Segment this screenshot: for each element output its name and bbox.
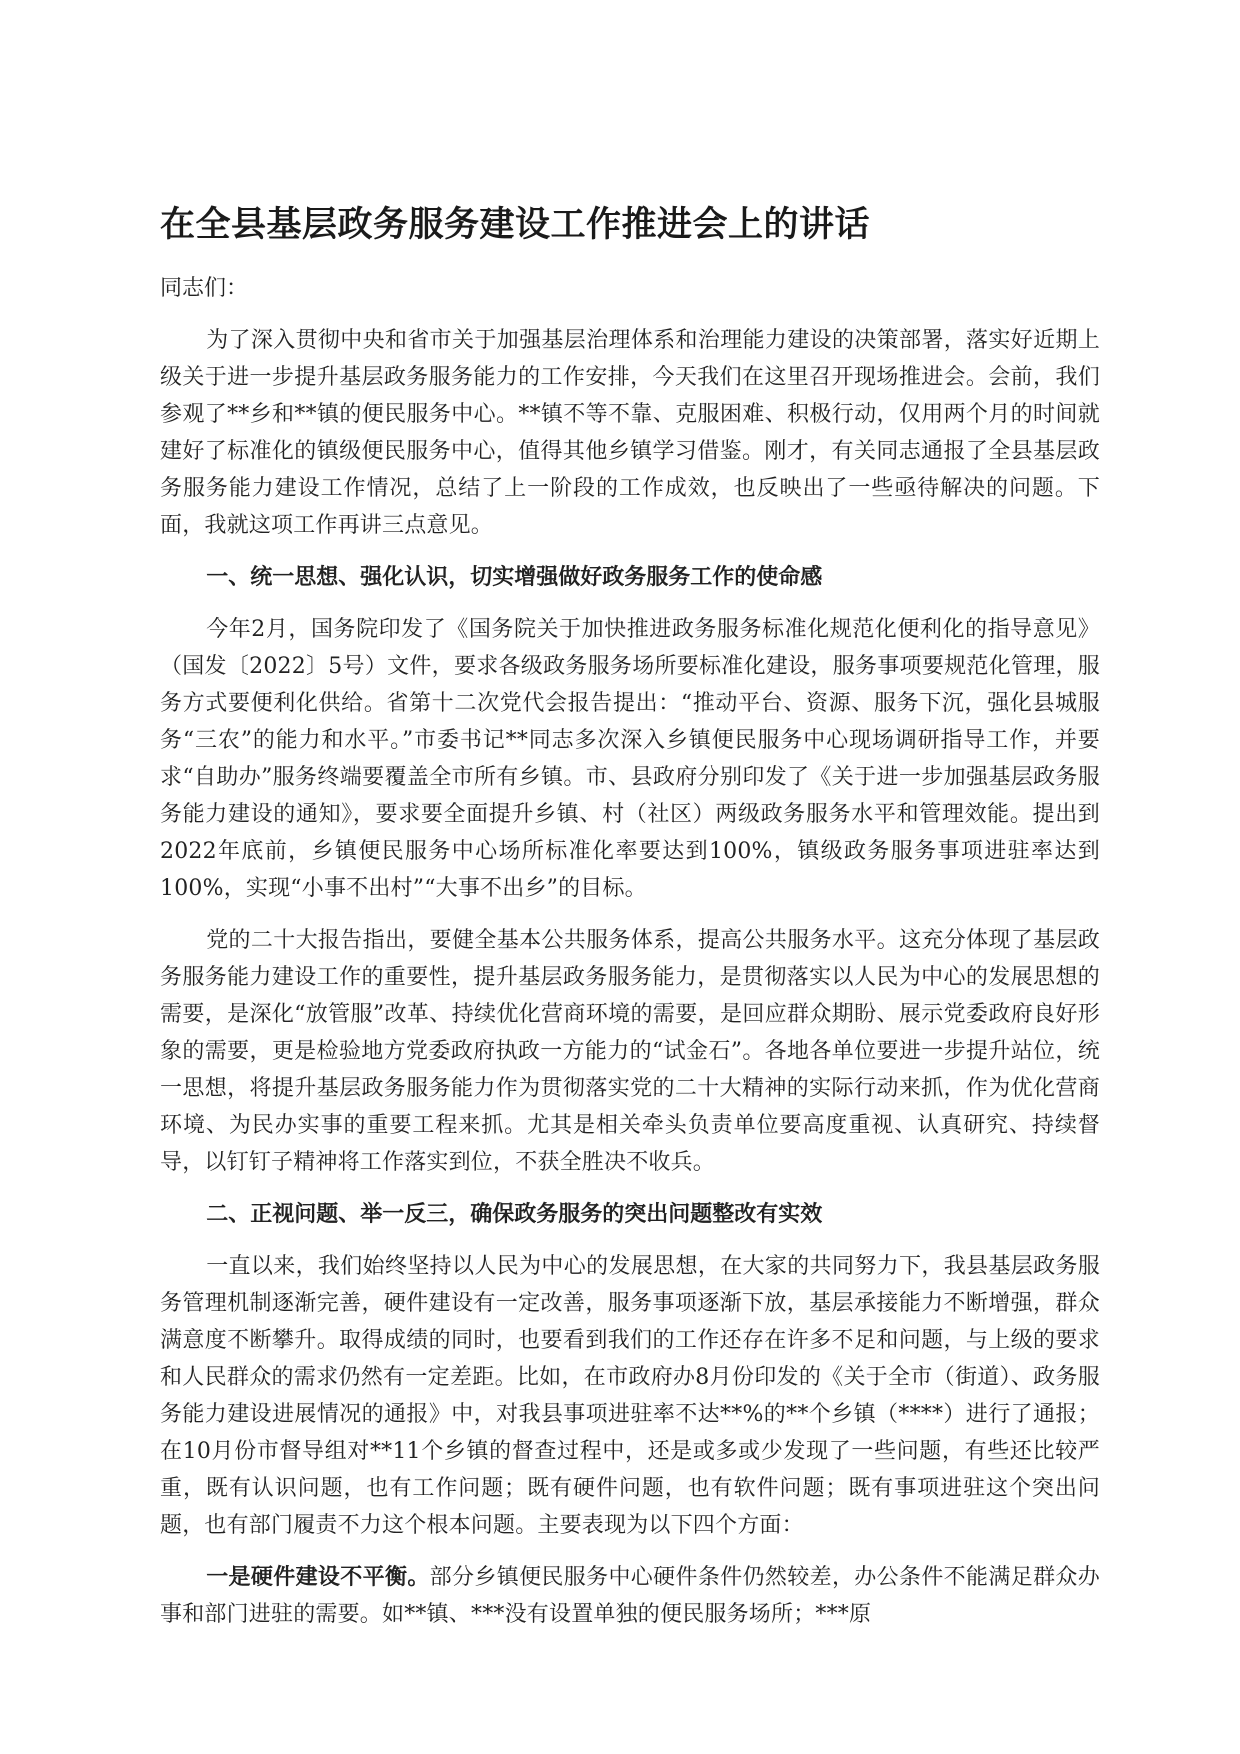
document-page xyxy=(160,0,1100,1754)
point-1-text: 部分乡镇便民服务中心硬件条件仍然较差，办公条件不能满足群众办事和部门进驻的需要。如**镇、***没有设置单独的便民服务场所；***原 xyxy=(160,1565,1100,1627)
section-2-heading: 二、正视问题、举一反三，确保政务服务的突出问题整改有实效 xyxy=(206,1202,823,1227)
section-1-paragraph-1: 今年2月，国务院印发了《国务院关于加快推进政务服务标准化规范化便利化的指导意见》（国发〔2022〕5号）文件，要求各级政务服务场所要标准化建设，服务事项要规范化管理，服务方式要便利化供给。省第十二次党代会报告提出：“推动平台、资源、服务下沉，强化县城服务“三农”的能力和水平。”市委书记**同志多次深入乡镇便民服务中心现场调研指导工作，并要求“自助办”服务终端要覆盖全市所有乡镇。市、县政府分别印发了《关于进一步加强基层政务服务能力建设的通知》，要求要全面提升乡镇、村（社区）两级政务服务水平和管理效能。提出到2022年底前，乡镇便民服务中心场所标准化率要达到100%，镇级政务服务事项进驻率达到100%，实现“小事不出村”“大事不出乡”的目标。 xyxy=(160,617,1100,901)
section-2-paragraph-1: 一直以来，我们始终坚持以人民为中心的发展思想，在大家的共同努力下，我县基层政务服务管理机制逐渐完善，硬件建设有一定改善，服务事项逐渐下放，基层承接能力不断增强，群众满意度不断攀升。取得成绩的同时，也要看到我们的工作还存在许多不足和问题，与上级的要求和人民群众的需求仍然有一定差距。比如，在市政府办8月份印发的《关于全市（街道）、政务服务能力建设进展情况的通报》中，对我县事项进驻率不达**%的**个乡镇（****）进行了通报；在10月份市督导组对**11个乡镇的督查过程中，还是或多或少发现了一些问题，有些还比较严重，既有认识问题，也有工作问题；既有硬件问题，也有软件问题；既有事项进驻这个突出问题，也有部门履责不力这个根本问题。主要表现为以下四个方面： xyxy=(160,1254,1100,1538)
document-body xyxy=(160,322,1100,1648)
salutation: 同志们： xyxy=(160,276,249,301)
section-2-point-1 xyxy=(160,1559,1100,1633)
section-1-heading: 一、统一思想、强化认识，切实增强做好政务服务工作的使命感 xyxy=(206,565,823,590)
document-title: 在全县基层政务服务建设工作推进会上的讲话 xyxy=(160,205,871,245)
section-1-paragraph-2: 党的二十大报告指出，要健全基本公共服务体系，提高公共服务水平。这充分体现了基层政务服务能力建设工作的重要性，提升基层政务服务能力，是贯彻落实以人民为中心的发展思想的需要，是深化“放管服”改革、持续优化营商环境的需要，是回应群众期盼、展示党委政府良好形象的需要，更是检验地方党委政府执政一方能力的“试金石”。各地各单位要进一步提升站位，统一思想，将提升基层政务服务能力作为贯彻落实党的二十大精神的实际行动来抓，作为优化营商环境、为民办实事的重要工程来抓。尤其是相关牵头负责单位要高度重视、认真研究、持续督导，以钉钉子精神将工作落实到位，不获全胜决不收兵。 xyxy=(160,928,1100,1175)
point-1-lead: 一是硬件建设不平衡。 xyxy=(206,1565,430,1590)
intro-paragraph: 为了深入贯彻中央和省市关于加强基层治理体系和治理能力建设的决策部署，落实好近期上级关于进一步提升基层政务服务能力的工作安排，今天我们在这里召开现场推进会。会前，我们参观了**乡和**镇的便民服务中心。**镇不等不靠、克服困难、积极行动，仅用两个月的时间就建好了标准化的镇级便民服务中心，值得其他乡镇学习借鉴。刚才，有关同志通报了全县基层政务服务能力建设工作情况，总结了上一阶段的工作成效，也反映出了一些亟待解决的问题。下面，我就这项工作再讲三点意见。 xyxy=(160,328,1100,538)
